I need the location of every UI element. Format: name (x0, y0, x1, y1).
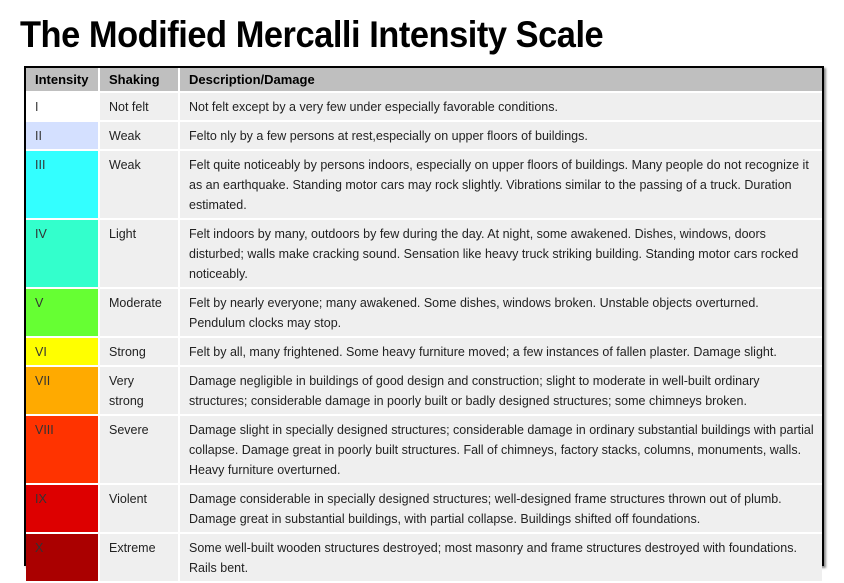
description-cell: Felt by all, many frightened. Some heavy furniture moved; a few instances of fallen plaster. Damage slight. (179, 337, 822, 366)
shaking-cell: Moderate (99, 288, 179, 337)
table-row (26, 366, 822, 415)
description-cell: Felto nly by a few persons at rest,especially on upper floors of buildings. (179, 121, 822, 150)
shaking-cell: Very strong (99, 366, 179, 415)
description-cell: Damage slight in specially designed structures; considerable damage in ordinary substantial buildings with partial collapse. Damage great in poorly built structures. Fall of chimneys, factory stacks, columns, monuments, walls. Heavy furniture overturned. (179, 415, 822, 484)
header-description: Description/Damage (179, 68, 822, 92)
shaking-cell: Light (99, 219, 179, 288)
description-cell: Damage negligible in buildings of good design and construction; slight to moderate in well-built ordinary structures; considerable damage in poorly built or badly designed structures; some chimneys broken. (179, 366, 822, 415)
table-row (26, 121, 822, 150)
table-row (26, 484, 822, 533)
description-cell: Felt quite noticeably by persons indoors, especially on upper floors of buildings. Many people do not recognize it as an earthquake. Standing motor cars may rock slightly. Vibrations similar to the passing of a truck. Duration estimated. (179, 150, 822, 219)
shaking-cell: Strong (99, 337, 179, 366)
intensity-scale-table (24, 66, 824, 575)
intensity-cell: V (26, 288, 99, 337)
header-row (26, 68, 822, 92)
shaking-cell: Extreme (99, 533, 179, 582)
shaking-cell: Severe (99, 415, 179, 484)
table-row (26, 533, 822, 582)
intensity-cell: VIII (26, 415, 99, 484)
shaking-cell: Weak (99, 150, 179, 219)
description-cell: Felt by nearly everyone; many awakened. Some dishes, windows broken. Unstable objects overturned. Pendulum clocks may stop. (179, 288, 822, 337)
table-row (26, 288, 822, 337)
description-cell: Felt indoors by many, outdoors by few during the day. At night, some awakened. Dishes, windows, doors disturbed; walls make cracking sound. Sensation like heavy truck striking building. Standing motor cars rocked noticeably. (179, 219, 822, 288)
header-intensity: Intensity (26, 68, 99, 92)
description-cell: Some well-built wooden structures destroyed; most masonry and frame structures destroyed with foundations. Rails bent. (179, 533, 822, 582)
shaking-cell: Violent (99, 484, 179, 533)
table-row (26, 219, 822, 288)
table-row (26, 337, 822, 366)
intensity-cell: VI (26, 337, 99, 366)
shaking-cell: Weak (99, 121, 179, 150)
table-row (26, 415, 822, 484)
intensity-cell: X (26, 533, 99, 582)
intensity-cell: IX (26, 484, 99, 533)
intensity-cell: IV (26, 219, 99, 288)
shaking-cell: Not felt (99, 92, 179, 121)
table-row (26, 92, 822, 121)
table-row (26, 150, 822, 219)
intensity-cell: III (26, 150, 99, 219)
header-shaking: Shaking (99, 68, 179, 92)
page-title: The Modified Mercalli Intensity Scale (20, 14, 604, 55)
mercalli-table (26, 68, 822, 583)
intensity-cell: II (26, 121, 99, 150)
intensity-cell: VII (26, 366, 99, 415)
intensity-cell: I (26, 92, 99, 121)
description-cell: Damage considerable in specially designed structures; well-designed frame structures thrown out of plumb. Damage great in substantial buildings, with partial collapse. Buildings shifted off foundations. (179, 484, 822, 533)
description-cell: Not felt except by a very few under especially favorable conditions. (179, 92, 822, 121)
